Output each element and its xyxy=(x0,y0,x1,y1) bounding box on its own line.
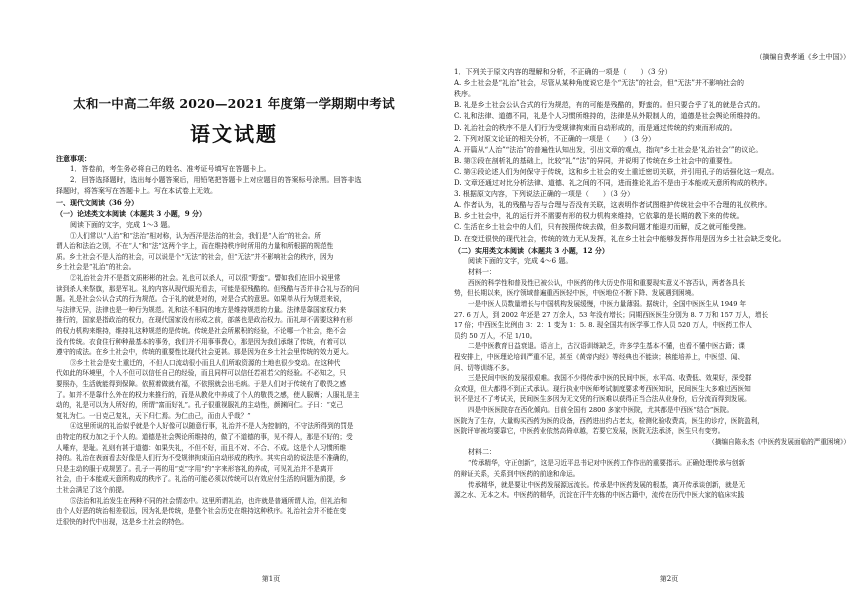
text-line: 动的，礼是可以为人所好的，所谓“富而好礼”。孔子很重视服礼的主动性，颜渊问仁。子曰：“克己 xyxy=(56,401,344,410)
text-line: 与法律无异，法律也是一种行为规范。礼和法不相同的地方是维持规范的力量。法律是靠国家权力来 xyxy=(56,305,347,314)
text-line: 只是主动的服于成规罢了。孔子一再的用“克”字用“约”字来形容礼的养成，可见礼治并不是离开 xyxy=(56,464,334,473)
text-line: C. 生活在乡土社会中的人们，只有按照传统去做，但多数问题才能迎刃而解，反之就可能受挫。 xyxy=(454,223,751,232)
text-line: 质。乡土社会不是人治的社会，可以说是个“无法”的社会，但“无法”并不影响社会的秩序，因为 xyxy=(56,252,334,261)
text-line: 由个人好恶的统治相差很远，因为礼是传统，是整个社会历史在维持这种秩序。礼治社会并不能在变 xyxy=(56,507,347,516)
text-line: A. 开篇从“人治”“法治”的普遍性认知出发，引出文章的观点，指向“乡土社会是‘礼治社会’”的议论。 xyxy=(454,145,763,154)
text-line: 的权力机构来维持，维持礼这种规范的是传统。传统是社会所累积的经验，不论哪一个社会，绝不会 xyxy=(56,327,347,335)
text-line: 代如此的环境里，个人不但可以信任自己的经验，而且同样可以信任若祖若父的经验。不必知之，只 xyxy=(56,369,347,378)
text-line: 材料一： xyxy=(468,267,496,276)
text-line: 土社会满足了这个前提。 xyxy=(56,485,129,494)
text-line: 一、现代文阅读（36 分） xyxy=(56,198,139,208)
text-line: 复礼为仁。一日克己复礼，天下归仁焉。为仁由己，而由人乎哉？” xyxy=(56,411,251,420)
text-line: 题。礼是社会公认合式的行为规范。合于礼的就是对的，对是合式的意思。如果单从行为规范来说， xyxy=(56,295,347,304)
text-line: 三是民间中医的发展很艰难。我国不少得传承中医的民间中医，水平高、收费低、效果好，深受群 xyxy=(468,374,752,383)
text-line: 问、切等训练不多。 xyxy=(454,363,514,372)
text-line: B. 礼是乡土社会公认合式的行为规范，有的可能是残酷的，野蛮的。但只要合乎了礼的就是合式的。 xyxy=(454,101,765,110)
text-line: “传承精华，守正创新”，这是习近平总书记对中医药工作作出的重要指示。正确处理传承与创新 xyxy=(468,459,746,468)
text-line: 推行的，国家是指政治的权力，在现代国家没有形成之前，部落也是政治权力。而礼却不需要这种有形 xyxy=(56,316,353,325)
text-line: 17 倍；中西医生比例由 3：2：1 变为 1：5. 8. 现全国共有医学事工作人员 520 万人，中医药工作人 xyxy=(454,321,752,330)
text-line: 一是中医人员数量增长与中国机构发展缓慢，中医力量薄弱。据统计，全国中医医生从 1949 年 xyxy=(468,300,747,309)
source-citation: （摘编自费孝通《乡土中国》） xyxy=(755,53,850,61)
text-line: （摘编自陈永杰《中医药发展面临的严重困境》） xyxy=(708,437,850,446)
text-line: （一）论述类文本阅读（本题共 3 小题，9 分） xyxy=(56,209,207,219)
text-line: 遵守的成法。在乡土社会中，传统的重要性比现代社会更甚。那是因为在乡土社会里传统的效力更大。 xyxy=(56,348,353,357)
text-line: 秩序。 xyxy=(454,90,475,99)
text-line: 2．回答选择题时，选出每小题答案后，用铅笔把答题卡上对应题目的答案标号涂黑。回答非选 xyxy=(70,176,362,185)
text-line: 人唾弃，是耻。礼则有甚于道德：如果失礼，不但不好，而且不对、不合、不成。这是个人习惯所维 xyxy=(56,443,347,452)
text-line: ⑤法治和礼治发生在两种不同的社会情态中。这里所谓礼治，也许就是普通所谓人治，但礼治和 xyxy=(70,496,347,505)
left-body xyxy=(56,153,412,527)
text-line: 1．答卷前，考生务必将自己的姓名、准考证号填写在答题卡上。 xyxy=(70,165,271,174)
page-right xyxy=(430,0,860,595)
text-line: B. 第③段在剖析礼的基础上，比较“礼”“法”的异同，并说明了传统在乡土社会中的重要性。 xyxy=(454,156,737,165)
text-line: ②礼治社会并不是指文质彬彬的社会。礼也可以杀人，可以很“野蛮”。譬如我们在旧小说里常 xyxy=(70,274,341,283)
text-line: 四是中医医院存在西化倾向。目前全国有 2800 多家中医院，尤其都是中西医“结合”医院。 xyxy=(468,406,734,414)
text-line: 由特定的权力加之于个人的。道德是社会舆论所维持的，做了不道德的事，见不得人，那是不好的；受 xyxy=(56,432,353,441)
text-line: 2. 下列对原文论证的相关分析，不正确的一项是（ ）（3 分） xyxy=(454,134,656,143)
text-line: 谓人治和法治之别，不在“人”和“法”这两个字上，而在维持秩序时所用的力量和所根据的规范性 xyxy=(56,242,334,251)
text-line: 择题时，将答案写在答题卡上。写在本试卷上无效。 xyxy=(56,187,217,196)
text-line: 阅读下面的文字，完成 4～6 题。 xyxy=(468,256,573,265)
subject-title: 语文试题 xyxy=(190,122,278,146)
text-line: 医院评审被均要靠它，中医药业依然高倚卓越，若要它发展，医院无法承济，医生只有变穷。 xyxy=(454,427,725,436)
text-line: 要照办，生活就能得到保障。依照着做就有福，不依照就会出毛病。于是人们对于传统有了敬畏之感 xyxy=(56,379,347,388)
text-line: 3. 根据原文内容，下列说法正确的一项是（ ）（3 分） xyxy=(454,190,635,199)
text-line: 迁很快的时代中出现，这是乡土社会的特色。 xyxy=(56,517,188,526)
text-line: 持的。礼治在表面看去好像是人们行为不受规律拘束而自动形成的秩序。其实自动的说法是不准确的， xyxy=(56,454,353,463)
text-line: 识不是过不了考试关，民间医生多因为无文凭的行医难以获得正当合法从业身份，后分流而得到发展。 xyxy=(454,395,751,404)
page-number-right: 第2页 xyxy=(659,575,679,583)
text-line: 医院为了生存，大量购买西药为医的设备，西药进出约占老太，检测化验收费高，医生的诊疗，医院盈利， xyxy=(454,416,764,425)
text-line: ③乡土社会是安土重迁的，不但人口流动很小而且人们所取资源的土地也很少变动。在这种代 xyxy=(70,358,341,367)
text-line: 注意事项： xyxy=(56,154,91,163)
page-number-left: 第1页 xyxy=(261,575,281,583)
text-line: 的辩证关系，关系到中医药的前途和命运。 xyxy=(454,470,580,479)
text-line: A. 乡土社会是“礼治”社会，尽管从某种角度说它是个“无法”的社会，但“无法”并不影响社会的 xyxy=(454,79,744,88)
text-line: D. 文章还通过对比分析法律、道德、礼之间的不同，进而推论礼治不是由于本能或天意所构成的秩序。 xyxy=(454,179,772,188)
text-line: 没有传统。衣食住行种种最基本的事务，我们并不用事事费心，那是因为我们承继了传统，有着可以 xyxy=(56,337,347,346)
text-line: 27. 6 万人，到 2002 年还是 27 万余人，53 年没有增长；同期西医医生分别为 8. 7 万和 157 万人，增长 xyxy=(454,310,769,319)
text-line: 西医的科学性和普及性已被公认，中医药的伟大历史作用和重要现实意义不容否认，两者各具长 xyxy=(468,278,745,287)
text-line: 1．下列关于原文内容的理解和分析，不正确的一项是（ ）（3 分） xyxy=(454,68,672,77)
text-line: 程安排上，中医理论培训严重不足，甚至《黄帝内经》等经典也不能读；核能培养上，中医望、闻、 xyxy=(454,353,745,362)
text-line: 社会，由于本能或天意所构成的秩序了。礼治的可能必须以传统可以有效应付生活的问题为前提，乡 xyxy=(56,475,347,484)
text-line: 众欢迎，但大都得不到正式承认。现行执业中医师考试制度要求考西医知识，民间医生大多难过西医知 xyxy=(454,384,751,393)
text-line: ①人们常以“人治”和“法治”相对称，认为西洋是法治的社会，我们是“人治”的社会。所 xyxy=(70,231,322,240)
text-line: ④这里所说的礼治似乎就是个人好像可以随意行事，礼治并不是人为控制的，不守法所得到的罚是 xyxy=(70,422,354,431)
text-line: 了。如并不是靠什么外在的权力来推行的，而是从教化中养成了个人的敬畏之感，使人服膺；人服礼是主 xyxy=(56,390,360,399)
text-line: 传承精华，就是要让中医药发展源远流长。传承是中医药发展的根基，离开传承谈创新，就是无 xyxy=(468,480,745,489)
school-title: 太和一中高二年级 2020—2021 年度第一学期期中考试 xyxy=(73,96,395,111)
text-line: D. 在变迁很快的现代社会，传统的效力无从发挥，礼在乡土社会中能够发挥作用是因为乡土社会缺乏变化。 xyxy=(454,234,786,243)
text-line: A. 作者认为，礼的残酷与否与合理与否没有关联，这表明作者试图维护传统社会中不合理的礼仪秩序。 xyxy=(454,201,772,210)
text-line: C. 第④段论述人们为何保守于传统，这和乡土社会的安土重迁密切关联，并引用孔子的话强化这一观点。 xyxy=(454,167,779,176)
text-line: D. 礼治社会的秩序不是人们行为受规律拘束而自动形成的，而是通过传统的约束而形成的。 xyxy=(454,123,737,132)
text-line: 阅读下面的文字，完成 1～3 题。 xyxy=(70,220,175,229)
text-line: （二）实用类文本阅读（本题共 3 小题，12 分） xyxy=(454,245,609,255)
text-line: B. 乡土社会中，礼的运行并不需要有形的权力机构来维持，它依靠的是长期的教下来的传统。 xyxy=(454,212,744,221)
text-line: 源之水、无本之木。中医药的精华，沉淀在汗牛充栋的中医古籍中，流传在历代中医大家的临床实践 xyxy=(454,491,745,500)
text-line: 二是中医教育日益衰退。语言上，古汉语训练缺乏，许多学生基本不懂，也看不懂中医古籍；课 xyxy=(468,342,745,351)
right-body xyxy=(454,67,850,501)
text-line: 员约 50 万人，不足 1/10。 xyxy=(454,331,537,340)
text-line: C. 礼和法律、道德不同，礼是个人习惯所维持的，法律是从外限制人的，道德是社会舆论所维持的。 xyxy=(454,112,765,121)
text-line: 材料二： xyxy=(468,448,496,457)
text-line: 势，但长期以来，医疗领域普遍重西医轻中医，中医地位不断下降、发展遇到困境。 xyxy=(454,289,698,298)
text-line: 乡土社会是“礼治”的社会。 xyxy=(56,263,136,272)
text-line: 读到杀人来祭旗，那是军礼。礼的内容从现代眼光看去，可能是很残酷的。但残酷与否并非合礼与否的问 xyxy=(56,284,360,293)
